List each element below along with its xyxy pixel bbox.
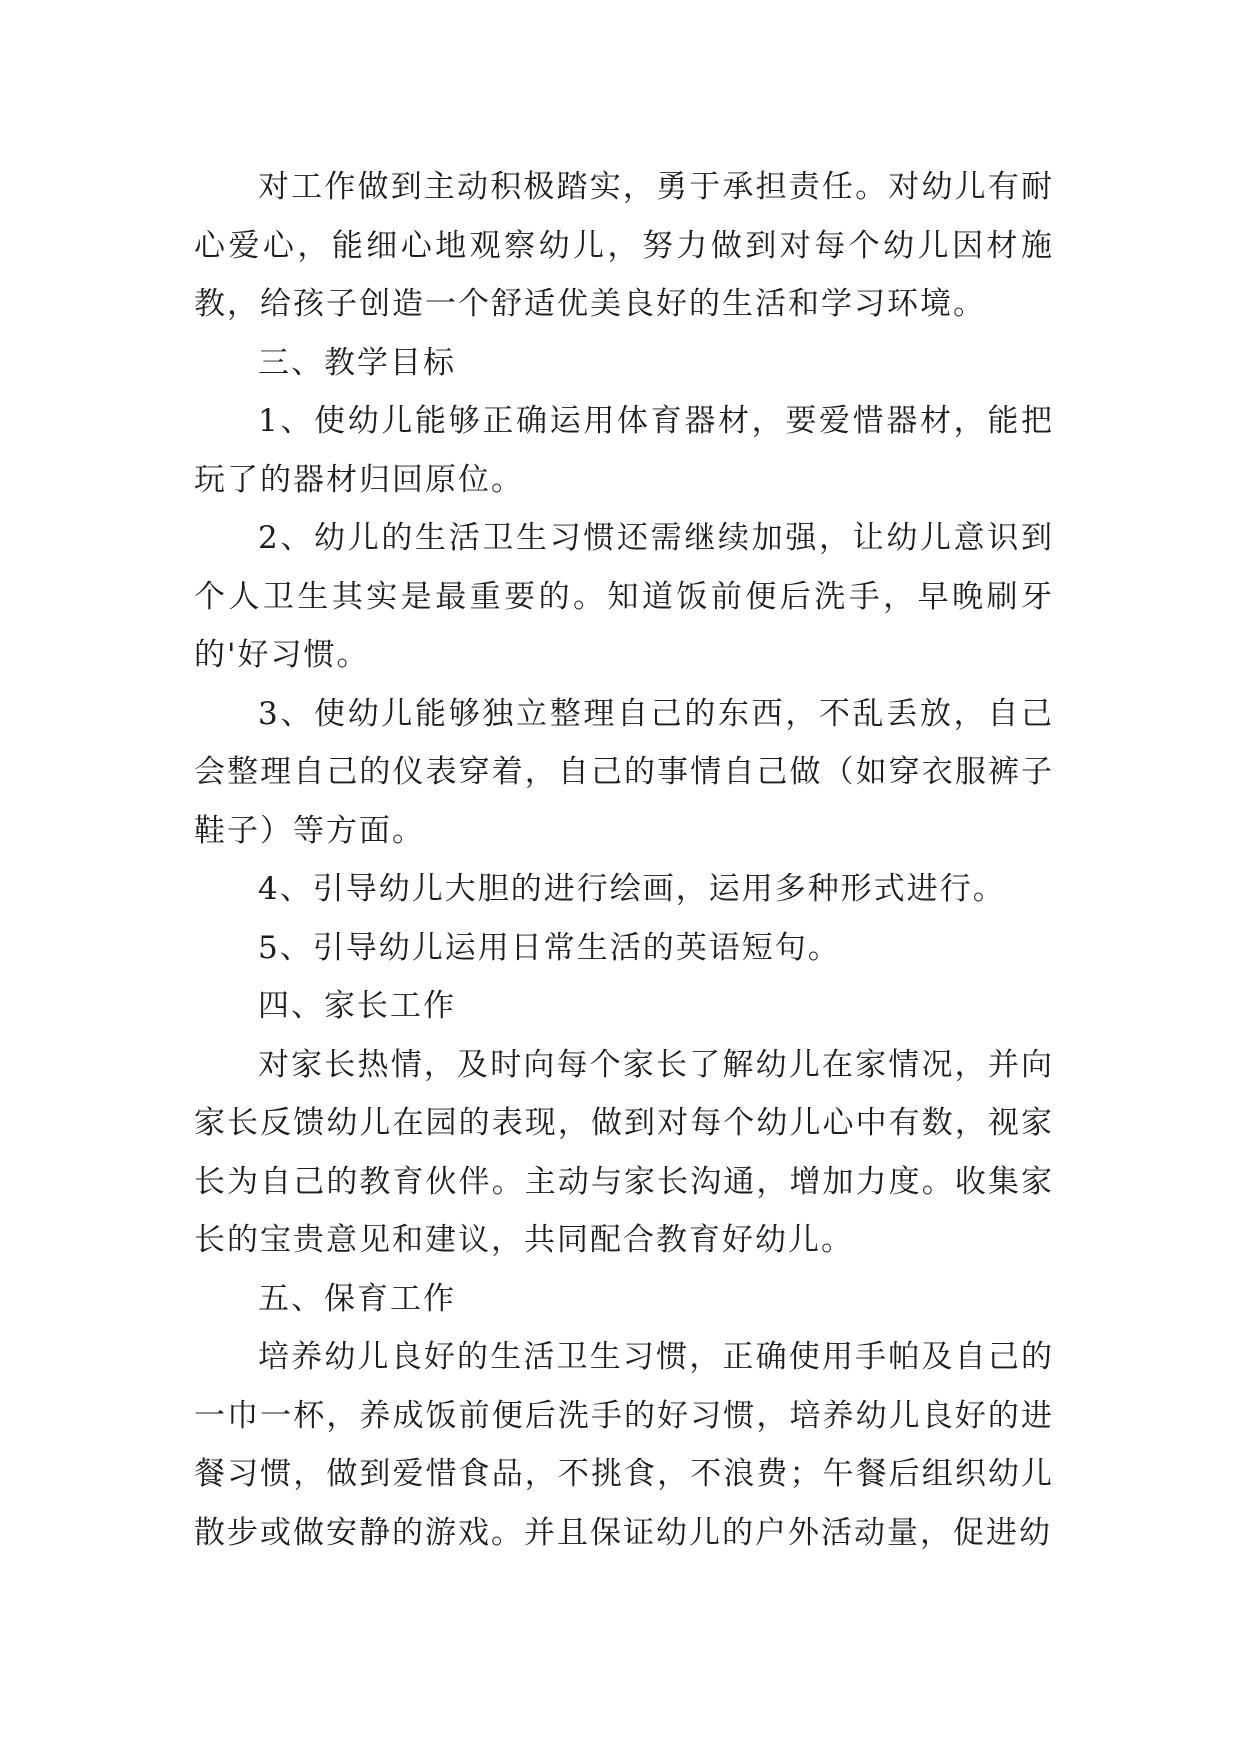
goal-item-1: 1、使幼儿能够正确运用体育器材，要爱惜器材，能把玩了的器材归回原位。 [194, 403, 1054, 498]
heading-parent-work: 四、家长工作 [258, 988, 456, 1024]
paragraph-parent-work: 对家长热情，及时向每个家长了解幼儿在家情况，并向家长反馈幼儿在园的表现，做到对每个幼儿心中有数，视家长为自己的教育伙伴。主动与家长沟通，增加力度。收集家长的宝贵意见和建议，共同配合教育好幼儿。 [194, 1046, 1054, 1258]
goal-item-3: 3、使幼儿能够独立整理自己的东西，不乱丢放，自己会整理自己的仪表穿着，自己的事情自己做（如穿衣服裤子鞋子）等方面。 [194, 695, 1054, 849]
heading-childcare-work: 五、保育工作 [258, 1280, 456, 1317]
goal-item-5: 5、引导幼儿运用日常生活的英语短句。 [258, 929, 841, 966]
paragraph-childcare-work: 培养幼儿良好的生活卫生习惯，正确使用手帕及自己的一巾一杯，养成饭前便后洗手的好习惯，培养幼儿良好的进餐习惯，做到爱惜食品，不挑食，不浪费；午餐后组织幼儿散步或做安静的游戏。并且保证幼儿的户外活动量，促进幼 [194, 1339, 1054, 1551]
goal-item-4: 4、引导幼儿大胆的进行绘画，运用多种形式进行。 [258, 871, 1006, 907]
goal-item-2: 2、幼儿的生活卫生习惯还需继续加强，让幼儿意识到个人卫生其实是最重要的。知道饭前便后洗手，早晚刷牙的'好习惯。 [194, 520, 1054, 673]
paragraph-work-attitude: 对工作做到主动积极踏实，勇于承担责任。对幼儿有耐心爱心，能细心地观察幼儿，努力做到对每个幼儿因材施教，给孩子创造一个舒适优美良好的生活和学习环境。 [194, 169, 1054, 322]
document-body [194, 158, 1054, 1562]
heading-teaching-goals: 三、教学目标 [258, 344, 456, 381]
